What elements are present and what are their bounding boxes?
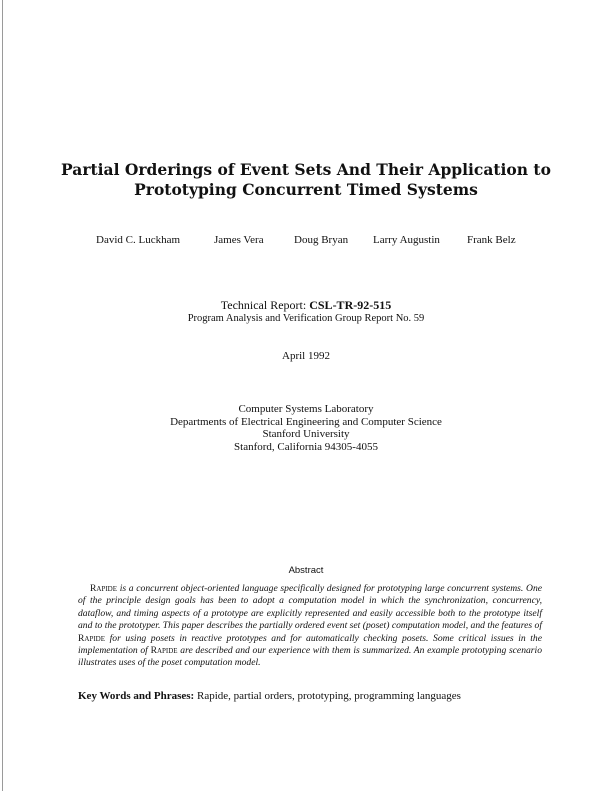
abstract-fragment: for using posets in reactive prototypes and for automatically checking posets. Some critical issues in the implementation of: [78, 632, 542, 657]
report-number: CSL-TR-92-515: [309, 298, 392, 312]
report-number-line: [0, 298, 612, 312]
abstract-fragment: are described and our experience with them is summarized. An example prototyping scenario illustrates uses of the poset computation model.: [78, 645, 542, 669]
rapide-term: Rapide: [150, 645, 178, 657]
affiliation-address: Stanford, California 94305-4055: [234, 440, 378, 453]
publication-date: April 1992: [282, 350, 330, 362]
affiliation-university: Stanford University: [262, 428, 350, 440]
abstract-heading: Abstract: [288, 565, 324, 576]
report-label: Technical Report:: [220, 298, 307, 312]
paper-title: [0, 160, 612, 200]
keywords-text: Rapide, partial orders, prototyping, programming languages: [196, 690, 461, 702]
report-info: [0, 298, 612, 326]
affiliation-departments: Departments of Electrical Engineering and Computer Science: [170, 415, 442, 428]
author-name: Doug Bryan: [294, 234, 349, 246]
page-edge-line: [2, 0, 3, 791]
author-name: James Vera: [214, 234, 264, 246]
report-group: Program Analysis and Verification Group Report No. 59: [187, 313, 425, 324]
abstract-text: [78, 583, 542, 670]
author-name: David C. Luckham: [96, 234, 181, 246]
title-line-1: Partial Orderings of Event Sets And Their Application to: [61, 160, 551, 179]
rapide-term: Rapide: [90, 583, 118, 594]
abstract-fragment: is a concurrent object-oriented language specifically designed for prototyping large concurrent systems. One of the principle design goals has been to adopt a computation model in which the synchronization, concurrency, dataflow, and timing aspects of a prototype are explicitly represented and easily accessible both to the prototype itself and to the prototyper. This paper describes the partially ordered event set (poset) computation model, and the features of: [78, 583, 542, 632]
affiliation-lab: Computer Systems Laboratory: [238, 403, 374, 415]
rapide-term: Rapide: [78, 632, 106, 644]
author-name: Frank Belz: [467, 234, 516, 246]
author-name: Larry Augustin: [373, 234, 440, 246]
keywords: [78, 690, 578, 702]
author-list: [96, 234, 556, 250]
affiliation: [0, 403, 612, 453]
title-line-2: Prototyping Concurrent Timed Systems: [134, 180, 478, 199]
keywords-label: Key Words and Phrases:: [78, 690, 195, 702]
